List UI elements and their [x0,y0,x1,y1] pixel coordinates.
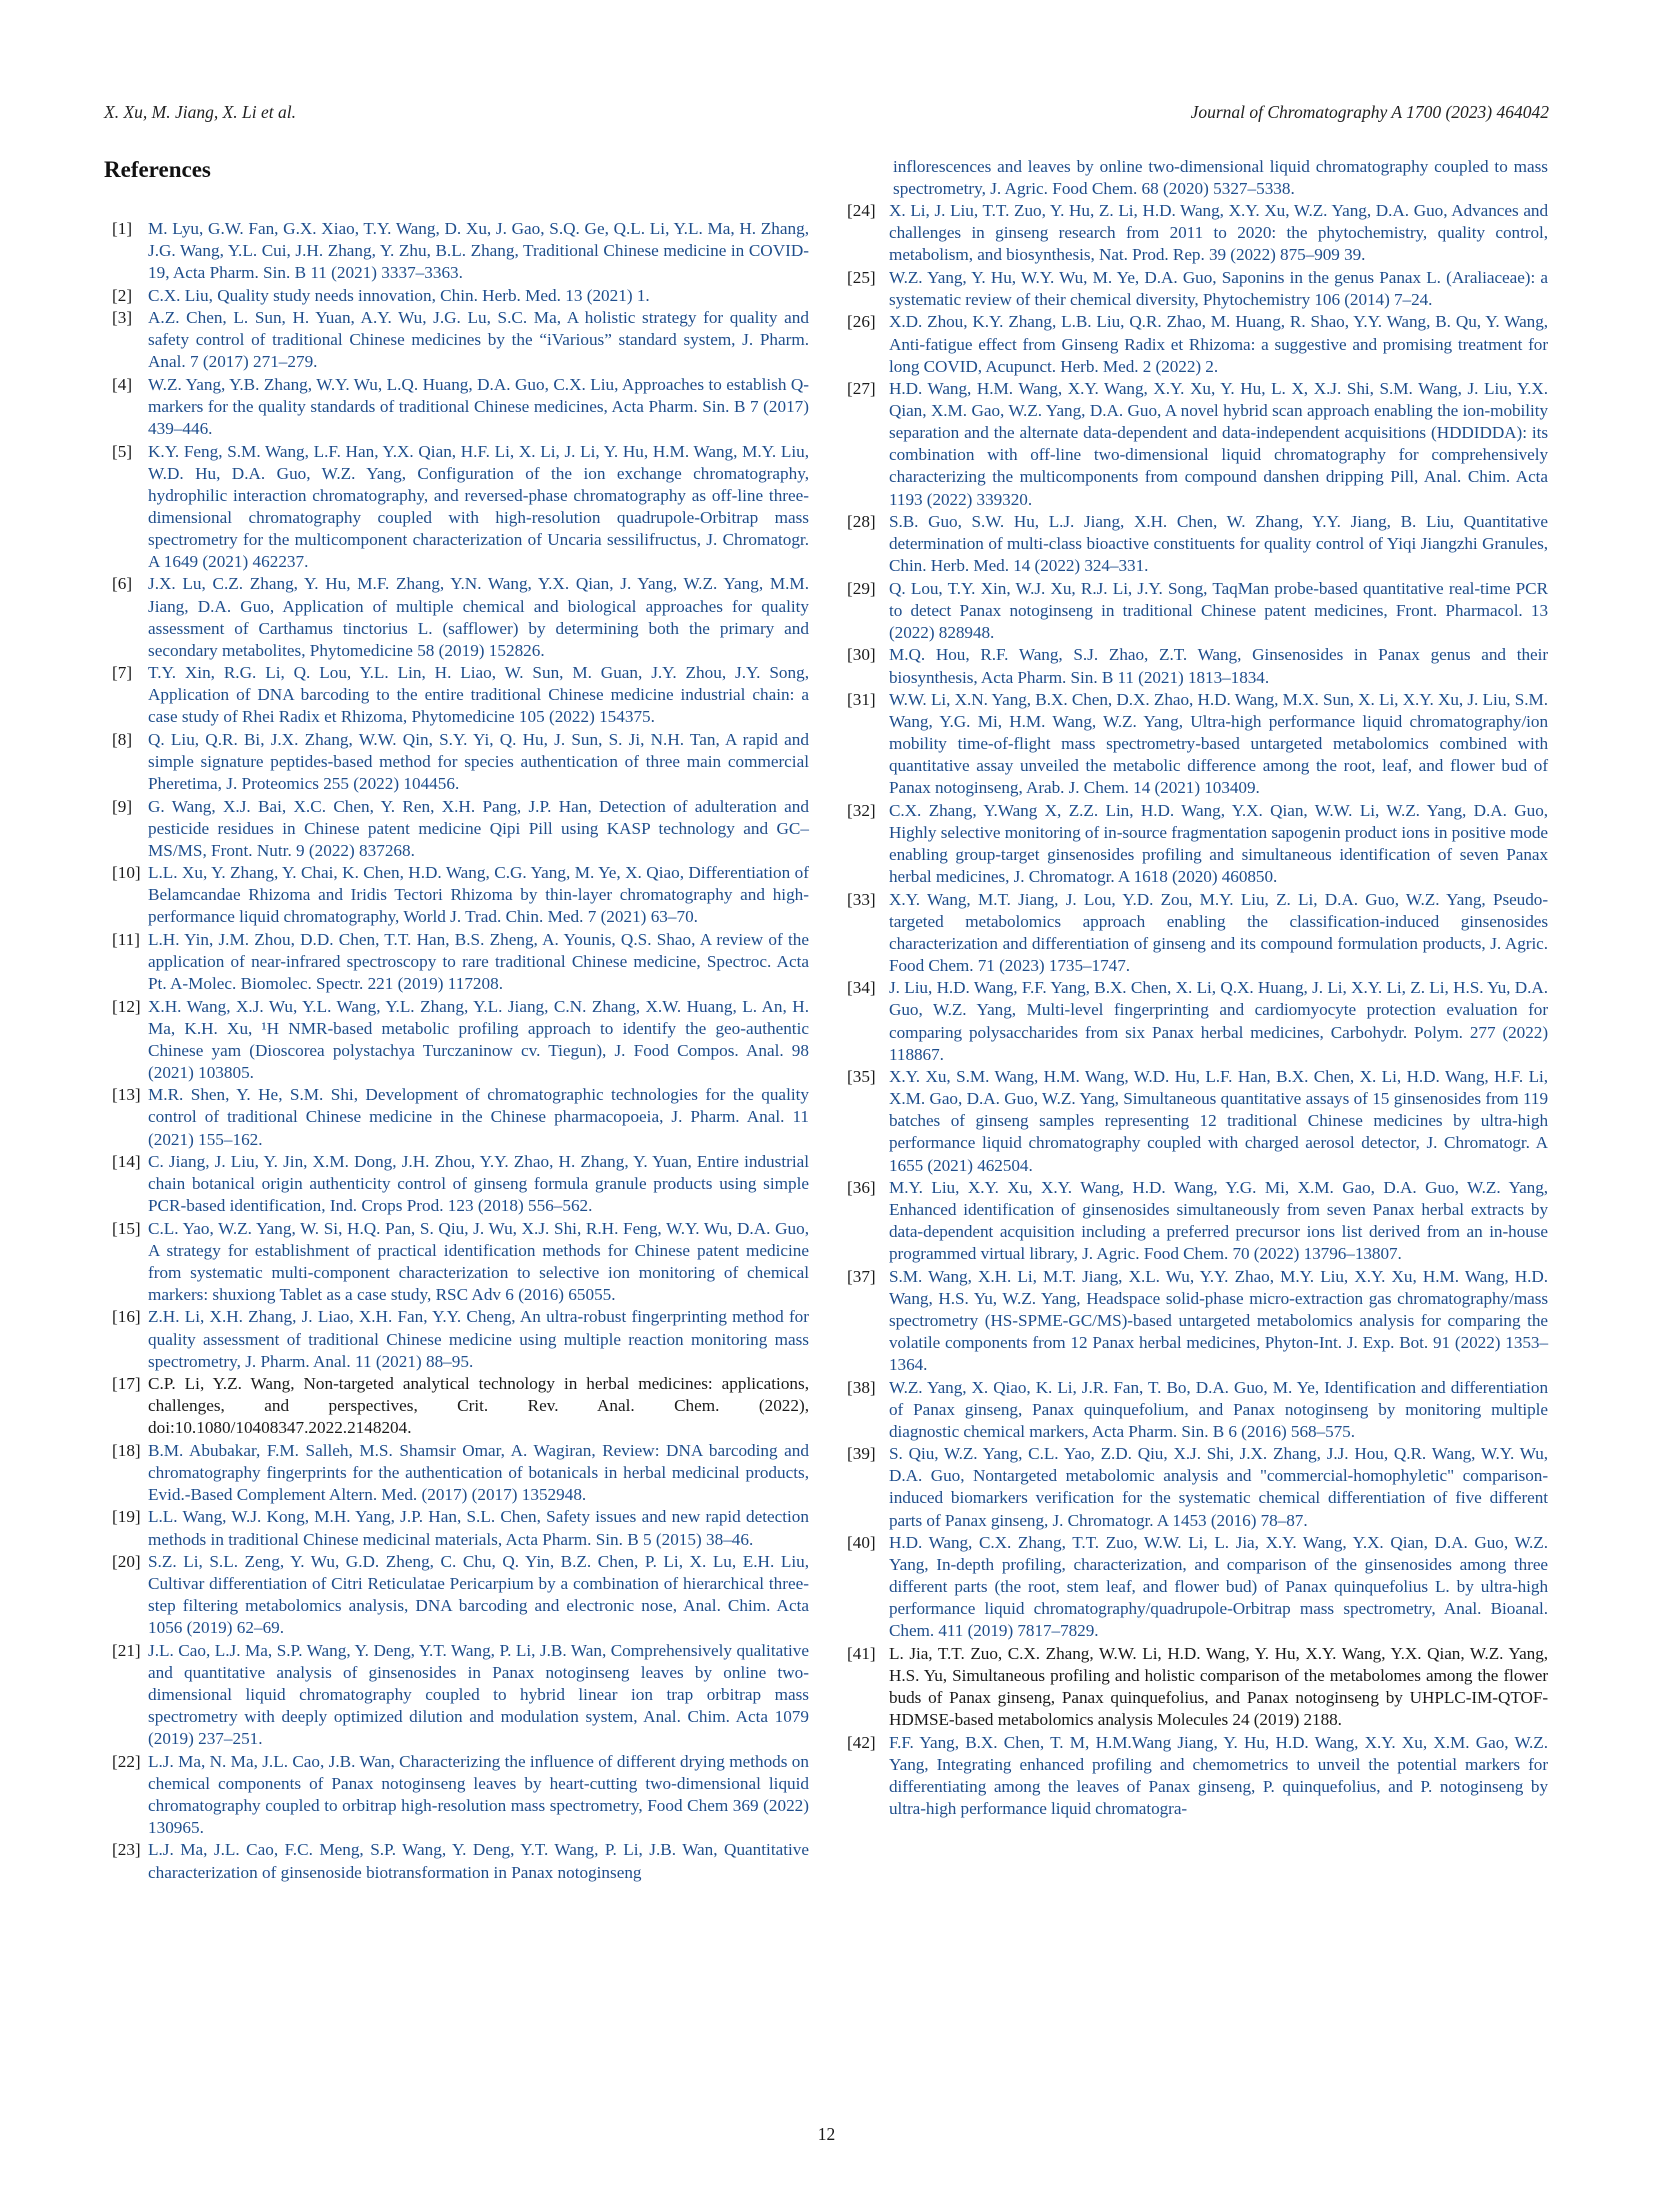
reference-number: [31] [847,689,876,709]
reference-item [843,511,1548,577]
reference-text[interactable]: M.Y. Liu, X.Y. Xu, X.Y. Wang, H.D. Wang, Y.G. Mi, X.M. Gao, D.A. Guo, W.Z. Yang, Enhanced identification of ginsenosides simultaneously from seven Panax herbal extracts by data-dependent acquisition including a preferred precursor ions list derived from an in-house programmed virtual library, J. Agric. Food Chem. 70 (2022) 13796–13807. [889,1178,1548,1264]
reference-item [843,1443,1548,1531]
reference-number: [9] [112,796,133,816]
reference-text[interactable]: X.Y. Xu, S.M. Wang, H.M. Wang, W.D. Hu, L.F. Han, B.X. Chen, X. Li, H.D. Wang, H.F. Li, X.M. Gao, D.A. Guo, W.Z. Yang, Simultaneous quantitative assays of 15 ginsenosides from 119 batches of ginseng samples representing 12 traditional Chinese medicines by ultra-high performance liquid chromatography coupled with charged aerosol detector, J. Chromatogr. A 1655 (2021) 462504. [889,1067,1548,1175]
reference-item [843,378,1548,511]
reference-text[interactable]: C. Jiang, J. Liu, Y. Jin, X.M. Dong, J.H. Zhou, Y.Y. Zhao, H. Zhang, Y. Yuan, Entire industrial chain botanical origin authenticity control of ginseng formula granule products using simple PCR-based identification, Ind. Crops Prod. 123 (2018) 556–562. [148,1152,809,1216]
reference-item [843,578,1548,644]
reference-text[interactable]: K.Y. Feng, S.M. Wang, L.F. Han, Y.X. Qian, H.F. Li, X. Li, J. Li, Y. Hu, H.M. Wang, M.Y. Liu, W.D. Hu, D.A. Guo, W.Z. Yang, Configuration of the ion exchange chromatography, hydrophilic interaction chromatography, and reversed-phase chromatography as off-line three-dimensional chromatography coupled with high-resolution quadrupole-Orbitrap mass spectrometry for the multicomponent characterization of Uncaria sessilifructus, J. Chromatogr. A 1649 (2021) 462237. [148,441,809,571]
reference-number: [11] [112,929,140,949]
reference-text[interactable]: T.Y. Xin, R.G. Li, Q. Lou, Y.L. Lin, H. Liao, W. Sun, M. Guan, J.Y. Zhou, J.Y. Song, Application of DNA barcoding to the entire traditional Chinese medicine industrial chain: a case study of Rhei Radix et Rhizoma, Phytomedicine 105 (2022) 154375. [148,663,809,727]
reference-item [843,311,1548,377]
running-head [104,102,1549,126]
reference-text[interactable]: H.D. Wang, C.X. Zhang, T.T. Zuo, W.W. Li, L. Jia, X.Y. Wang, Y.X. Qian, D.A. Guo, W.Z. Yang, In-depth profiling, characterization, and comparison of the ginsenosides among three different parts (the root, stem leaf, and flower bud) of Panax quinquefolius L. by ultra-high performance liquid chromatography/quadrupole-Orbitrap mass spectrometry, Anal. Bioanal. Chem. 411 (2019) 7817–7829. [889,1533,1548,1641]
running-head-authors: X. Xu, M. Jiang, X. Li et al. [104,102,296,122]
reference-number: [14] [112,1152,141,1172]
reference-item [843,977,1548,1065]
reference-item [104,662,809,728]
reference-item [104,1373,809,1439]
reference-item [104,1084,809,1150]
reference-number: [2] [112,285,133,305]
reference-item [104,573,809,661]
reference-text[interactable]: G. Wang, X.J. Bai, X.C. Chen, Y. Ren, X.H. Pang, J.P. Han, Detection of adulteration and pesticide residues in Chinese patent medicine Qipi Pill using KASP technology and GC–MS/MS, Front. Nutr. 9 (2022) 837268. [148,796,809,860]
reference-item [843,644,1548,688]
reference-text[interactable]: W.Z. Yang, Y.B. Zhang, W.Y. Wu, L.Q. Huang, D.A. Guo, C.X. Liu, Approaches to establish Q-markers for the quality standards of traditional Chinese medicines, Acta Pharm. Sin. B 7 (2017) 439–446. [148,374,809,439]
reference-number: [38] [847,1377,876,1397]
reference-item [104,307,809,373]
reference-number: [22] [112,1751,141,1771]
reference-continuation[interactable]: inflorescences and leaves by online two-dimensional liquid chromatography coupled to mass spectrometry, J. Agric. Food Chem. 68 (2020) 5327–5338. [893,157,1548,199]
reference-number: [19] [112,1507,141,1527]
reference-text[interactable]: X.H. Wang, X.J. Wu, Y.L. Wang, Y.L. Zhang, Y.L. Jiang, C.N. Zhang, X.W. Huang, L. An, H. Ma, K.H. Xu, ¹H NMR-based metabolic profiling approach to identify the geo-authentic Chinese yam (Dioscorea polystachya Turczaninow cv. Tiegun), J. Food Compos. Anal. 98 (2021) 103805. [148,996,809,1082]
reference-item [843,200,1548,266]
reference-number: [7] [112,663,133,683]
reference-number: [12] [112,996,141,1016]
reference-item [843,689,1548,799]
reference-number: [26] [847,312,876,332]
reference-text[interactable]: X.Y. Wang, M.T. Jiang, J. Lou, Y.D. Zou, M.Y. Liu, Z. Li, D.A. Guo, W.Z. Yang, Pseudo-targeted metabolomics approach enabling the classification-induced ginsenosides characterization and differentiation of ginseng and its compound formulation products, J. Agric. Food Chem. 71 (2023) 1735–1747. [889,889,1548,975]
reference-text[interactable]: M. Lyu, G.W. Fan, G.X. Xiao, T.Y. Wang, D. Xu, J. Gao, S.Q. Ge, Q.L. Li, Y.L. Ma, H. Zhang, J.G. Wang, Y.L. Cui, J.H. Zhang, Y. Zhu, B.L. Zhang, Traditional Chinese medicine in COVID-19, Acta Pharm. Sin. B 11 (2021) 3337–3363. [148,219,809,283]
reference-item [843,1066,1548,1176]
reference-item [104,1640,809,1750]
reference-item [104,374,809,440]
reference-item [843,800,1548,888]
reference-item [843,889,1548,977]
reference-number: [21] [112,1640,141,1660]
reference-item [843,1732,1548,1820]
reference-text[interactable]: A.Z. Chen, L. Sun, H. Yuan, A.Y. Wu, J.G. Lu, S.C. Ma, A holistic strategy for quality and safety control of traditional Chinese medicines by the “iVarious” standard system, J. Pharm. Anal. 7 (2017) 271–279. [148,308,809,372]
reference-number: [40] [847,1533,876,1553]
reference-number: [34] [847,978,876,998]
reference-text[interactable]: L.L. Wang, W.J. Kong, M.H. Yang, J.P. Han, S.L. Chen, Safety issues and new rapid detection methods in traditional Chinese medicinal materials, Acta Pharm. Sin. B 5 (2015) 38–46. [148,1507,809,1549]
reference-item [843,1177,1548,1265]
reference-number: [32] [847,800,876,820]
reference-number: [30] [847,645,876,665]
reference-item [104,796,809,862]
reference-number: [41] [847,1643,876,1663]
reference-text[interactable]: X. Li, J. Liu, T.T. Zuo, Y. Hu, Z. Li, H.D. Wang, X.Y. Xu, W.Z. Yang, D.A. Guo, Advances and challenges in ginseng research from 2011 to 2020: the phytochemistry, quality control, metabolism, and biosynthesis, Nat. Prod. Rep. 39 (2022) 875–909 39. [889,201,1548,265]
reference-text[interactable]: S. Qiu, W.Z. Yang, C.L. Yao, Z.D. Qiu, X.J. Shi, J.X. Zhang, J.J. Hou, Q.R. Wang, W.Y. Wu, D.A. Guo, Nontargeted metabolomic analysis and "commercial-homophyletic" comparison-induced biomarkers verification for the systematic chemical differentiation of five different parts of Panax ginseng, J. Chromatogr. A 1453 (2016) 78–87. [889,1444,1548,1530]
reference-text[interactable]: L.J. Ma, N. Ma, J.L. Cao, J.B. Wan, Characterizing the influence of different drying methods on chemical components of Panax notoginseng leaves by heart-cutting two-dimensional liquid chromatography coupled to orbitrap high-resolution mass spectrometry, Food Chem 369 (2022) 130965. [148,1751,809,1837]
reference-number: [8] [112,729,133,749]
reference-number: [10] [112,863,141,883]
reference-number: [39] [847,1444,876,1464]
reference-number: [25] [847,267,876,287]
reference-number: [27] [847,379,876,399]
reference-text[interactable]: C.X. Liu, Quality study needs innovation, Chin. Herb. Med. 13 (2021) 1. [148,285,650,305]
reference-number: [17] [112,1374,141,1394]
reference-number: [42] [847,1732,876,1752]
reference-number: [1] [112,219,133,238]
reference-text[interactable]: J. Liu, H.D. Wang, F.F. Yang, B.X. Chen, X. Li, Q.X. Huang, J. Li, X.Y. Li, Z. Li, H.S. Yu, D.A. Guo, W.Z. Yang, Multi-level fingerprinting and cardiomyocyte protection evaluation for comparing polysaccharides from six Panax herbal medicines, Carbohydr. Polym. 277 (2022) 118867. [889,978,1548,1064]
page-number: 12 [817,2124,836,2144]
reference-number: [20] [112,1552,141,1572]
reference-item [104,862,809,928]
reference-text[interactable]: H.D. Wang, H.M. Wang, X.Y. Wang, X.Y. Xu, Y. Hu, L. X, X.J. Shi, S.M. Wang, J. Liu, Y.X. Qian, X.M. Gao, W.Z. Yang, D.A. Guo, A novel hybrid scan approach enabling the ion-mobility separation and the alternate data-dependent and data-independent acquisitions (HDDIDDA): its combination with off-line two-dimensional liquid chromatography for comprehensively characterizing the multicomponents from compound danshen dripping Pill, Anal. Chim. Acta 1193 (2022) 339320. [889,379,1548,509]
reference-text[interactable]: F.F. Yang, B.X. Chen, T. M, H.M.Wang Jiang, Y. Hu, H.D. Wang, X.Y. Xu, X.M. Gao, W.Z. Yang, Integrating enhanced profiling and chemometrics to unveil the potential markers for differentiating among the leaves of Panax ginseng, P. quinquefolius, and P. notoginseng by ultra-high performance liquid chromatogra- [889,1732,1548,1818]
reference-text: C.P. Li, Y.Z. Wang, Non-targeted analytical technology in herbal medicines: applications, challenges, and perspectives, Crit. Rev. Anal. Chem. (2022), doi:10.1080/10408347.2022.2148204. [148,1374,809,1438]
reference-text[interactable]: L.J. Ma, J.L. Cao, F.C. Meng, S.P. Wang, Y. Deng, Y.T. Wang, P. Li, J.B. Wan, Quantitative characterization of ginsenoside biotransformation in Panax notoginseng [148,1840,809,1882]
reference-text[interactable]: L.H. Yin, J.M. Zhou, D.D. Chen, T.T. Han, B.S. Zheng, A. Younis, Q.S. Shao, A review of the application of near-infrared spectroscopy to rare traditional Chinese medicine, Spectroc. Acta Pt. A-Molec. Biomolec. Spectr. 221 (2019) 117208. [148,929,809,994]
reference-text[interactable]: X.D. Zhou, K.Y. Zhang, L.B. Liu, Q.R. Zhao, M. Huang, R. Shao, Y.Y. Wang, B. Qu, Y. Wang, Anti-fatigue effect from Ginseng Radix et Rhizoma: a suggestive and promising treatment for long COVID, Acupunct. Herb. Med. 2 (2022) 2. [889,312,1548,376]
reference-text[interactable]: Z.H. Li, X.H. Zhang, J. Liao, X.H. Fan, Y.Y. Cheng, An ultra-robust fingerprinting method for quality assessment of traditional Chinese medicine using multiple reaction monitoring mass spectrometry, J. Pharm. Anal. 11 (2021) 88–95. [148,1307,809,1371]
running-head-journal: Journal of Chromatography A 1700 (2023) 464042 [1190,102,1549,122]
reference-text[interactable]: J.L. Cao, L.J. Ma, S.P. Wang, Y. Deng, Y.T. Wang, P. Li, J.B. Wan, Comprehensively qualitative and quantitative analysis of ginsenosides in Panax notoginseng leaves by online two-dimensional liquid chromatography coupled to hybrid linear ion trap orbitrap mass spectrometry with deeply optimized dilution and modulation system, Anal. Chim. Acta 1079 (2019) 237–251. [148,1640,809,1749]
reference-item [104,929,809,995]
reference-text[interactable]: W.Z. Yang, X. Qiao, K. Li, J.R. Fan, T. Bo, D.A. Guo, M. Ye, Identification and differentiation of Panax ginseng, Panax quinquefolium, and Panax notoginseng by monitoring multiple diagnostic chemical markers, Acta Pharm. Sin. B 6 (2016) 568–575. [889,1377,1548,1441]
reference-item [104,729,809,795]
reference-text[interactable]: B.M. Abubakar, F.M. Salleh, M.S. Shamsir Omar, A. Wagiran, Review: DNA barcoding and chromatography fingerprints for the authentication of botanicals in herbal medicinal products, Evid.-Based Complement Altern. Med. (2017) (2017) 1352948. [148,1440,809,1504]
reference-number: [37] [847,1266,876,1286]
reference-number: [23] [112,1840,141,1860]
reference-text[interactable]: C.L. Yao, W.Z. Yang, W. Si, H.Q. Pan, S. Qiu, J. Wu, X.J. Shi, R.H. Feng, W.Y. Wu, D.A. Guo, A strategy for establishment of practical identification methods for Chinese patent medicine from systematic multi-component characterization to selective ion monitoring of chemical markers: shuxiong Tablet as a case study, RSC Adv 6 (2016) 65055. [148,1218,809,1304]
reference-text[interactable]: J.X. Lu, C.Z. Zhang, Y. Hu, M.F. Zhang, Y.N. Wang, Y.X. Qian, J. Yang, W.Z. Yang, M.M. Jiang, D.A. Guo, Application of multiple chemical and biological approaches for quality assessment of Carthamus tinctorius L. (safflower) by determining both the primary and secondary metabolites, Phytomedicine 58 (2019) 152826. [148,574,809,660]
reference-item [843,267,1548,311]
reference-text[interactable]: M.R. Shen, Y. He, S.M. Shi, Development of chromatographic technologies for the quality control of traditional Chinese medicine in the Chinese pharmacopoeia, J. Pharm. Anal. 11 (2021) 155–162. [148,1085,809,1149]
reference-item [104,996,809,1084]
reference-item [104,1218,809,1306]
reference-text[interactable]: Q. Liu, Q.R. Bi, J.X. Zhang, W.W. Qin, S.Y. Yi, Q. Hu, J. Sun, S. Ji, N.H. Tan, A rapid and simple signature peptides-based method for species authentication of three main commercial Pheretima, J. Proteomics 255 (2022) 104456. [148,729,809,794]
reference-item [104,1751,809,1839]
reference-text[interactable]: S.Z. Li, S.L. Zeng, Y. Wu, G.D. Zheng, C. Chu, Q. Yin, B.Z. Chen, P. Li, X. Lu, E.H. Liu, Cultivar differentiation of Citri Reticulatae Pericarpium by a combination of hierarchical three-step filtering metabolomics analysis, DNA barcoding and electronic nose, Anal. Chim. Acta 1056 (2019) 62–69. [148,1552,809,1638]
reference-number: [4] [112,374,133,394]
reference-item [104,1306,809,1372]
reference-text: L. Jia, T.T. Zuo, C.X. Zhang, W.W. Li, H.D. Wang, Y. Hu, X.Y. Wang, Y.X. Qian, W.Z. Yang, H.S. Yu, Simultaneous profiling and holistic comparison of the metabolomes among the flower buds of Panax ginseng, Panax quinquefolius, and Panax notoginseng by UHPLC-IM-QTOF-HDMSE-based metabolomics analysis Molecules 24 (2019) 2188. [889,1643,1548,1730]
section-title: References [104,157,211,182]
reference-text[interactable]: S.M. Wang, X.H. Li, M.T. Jiang, X.L. Wu, Y.Y. Zhao, M.Y. Liu, X.Y. Xu, H.M. Wang, H.D. Wang, H.S. Yu, W.Z. Yang, Headspace solid-phase micro-extraction gas chromatography/mass spectrometry (HS-SPME-GC/MS)-based untargeted metabolomics analysis for comparing the volatile components from 12 Panax herbal medicines, Phyton-Int. J. Exp. Bot. 91 (2022) 1353–1364. [889,1266,1548,1375]
reference-item [104,218,809,284]
reference-number: [36] [847,1178,876,1197]
reference-number: [13] [112,1085,141,1105]
reference-number: [28] [847,512,876,532]
left-reference-list [104,218,809,1884]
reference-text[interactable]: W.Z. Yang, Y. Hu, W.Y. Wu, M. Ye, D.A. Guo, Saponins in the genus Panax L. (Araliaceae): a systematic review of their chemical diversity, Phytochemistry 106 (2014) 7–24. [889,267,1548,309]
reference-number: [15] [112,1218,141,1238]
right-reference-list [843,200,1548,1820]
reference-number: [5] [112,441,133,461]
reference-number: [35] [847,1067,876,1087]
reference-text[interactable]: S.B. Guo, S.W. Hu, L.J. Jiang, X.H. Chen, W. Zhang, Y.Y. Jiang, B. Liu, Quantitative determination of multi-class bioactive constituents for quality control of Yiqi Jiangzhi Granules, Chin. Herb. Med. 14 (2022) 324–331. [889,512,1548,576]
reference-number: [29] [847,578,876,598]
reference-item [843,1377,1548,1443]
reference-item [104,1506,809,1550]
reference-text[interactable]: W.W. Li, X.N. Yang, B.X. Chen, D.X. Zhao, H.D. Wang, M.X. Sun, X. Li, X.Y. Xu, J. Liu, S.M. Wang, Y.G. Mi, H.M. Wang, W.Z. Yang, Ultra-high performance liquid chromatography/ion mobility time-of-flight mass spectrometry-based untargeted metabolomics combined with quantitative assay unveiled the metabolic difference among the root, leaf, and flower bud of Panax notoginseng, Arab. J. Chem. 14 (2021) 103409. [889,689,1548,798]
reference-item [843,1532,1548,1642]
reference-number: [3] [112,308,133,328]
reference-item [104,1151,809,1217]
reference-item [104,441,809,574]
reference-item [104,1839,809,1883]
reference-number: [18] [112,1440,141,1460]
reference-item [104,285,809,307]
reference-item [104,1551,809,1639]
reference-text[interactable]: M.Q. Hou, R.F. Wang, S.J. Zhao, Z.T. Wang, Ginsenosides in Panax genus and their biosynthesis, Acta Pharm. Sin. B 11 (2021) 1813–1834. [889,645,1548,687]
reference-number: [6] [112,574,133,594]
reference-item [843,1266,1548,1376]
reference-text[interactable]: Q. Lou, T.Y. Xin, W.J. Xu, R.J. Li, J.Y. Song, TaqMan probe-based quantitative real-time PCR to detect Panax notoginseng in traditional Chinese patent medicines, Front. Pharmacol. 13 (2022) 828948. [889,578,1548,642]
left-column [104,156,809,1884]
reference-number: [33] [847,889,876,909]
reference-text[interactable]: C.X. Zhang, Y.Wang X, Z.Z. Lin, H.D. Wang, Y.X. Qian, W.W. Li, W.Z. Yang, D.A. Guo, Highly selective monitoring of in-source fragmentation sapogenin product ions in positive mode enabling group-target ginsenosides profiling and simultaneous identification of seven Panax herbal medicines, J. Chromatogr. A 1618 (2020) 460850. [889,800,1548,887]
right-column [843,156,1548,1820]
reference-item [104,1440,809,1506]
reference-text[interactable]: L.L. Xu, Y. Zhang, Y. Chai, K. Chen, H.D. Wang, C.G. Yang, M. Ye, X. Qiao, Differentiation of Belamcandae Rhizoma and Iridis Tectori Rhizoma by thin-layer chromatography and high-performance liquid chromatography, World J. Trad. Chin. Med. 7 (2021) 63–70. [148,863,809,927]
reference-item [843,1643,1548,1731]
reference-number: [24] [847,201,876,221]
reference-number: [16] [112,1307,141,1327]
